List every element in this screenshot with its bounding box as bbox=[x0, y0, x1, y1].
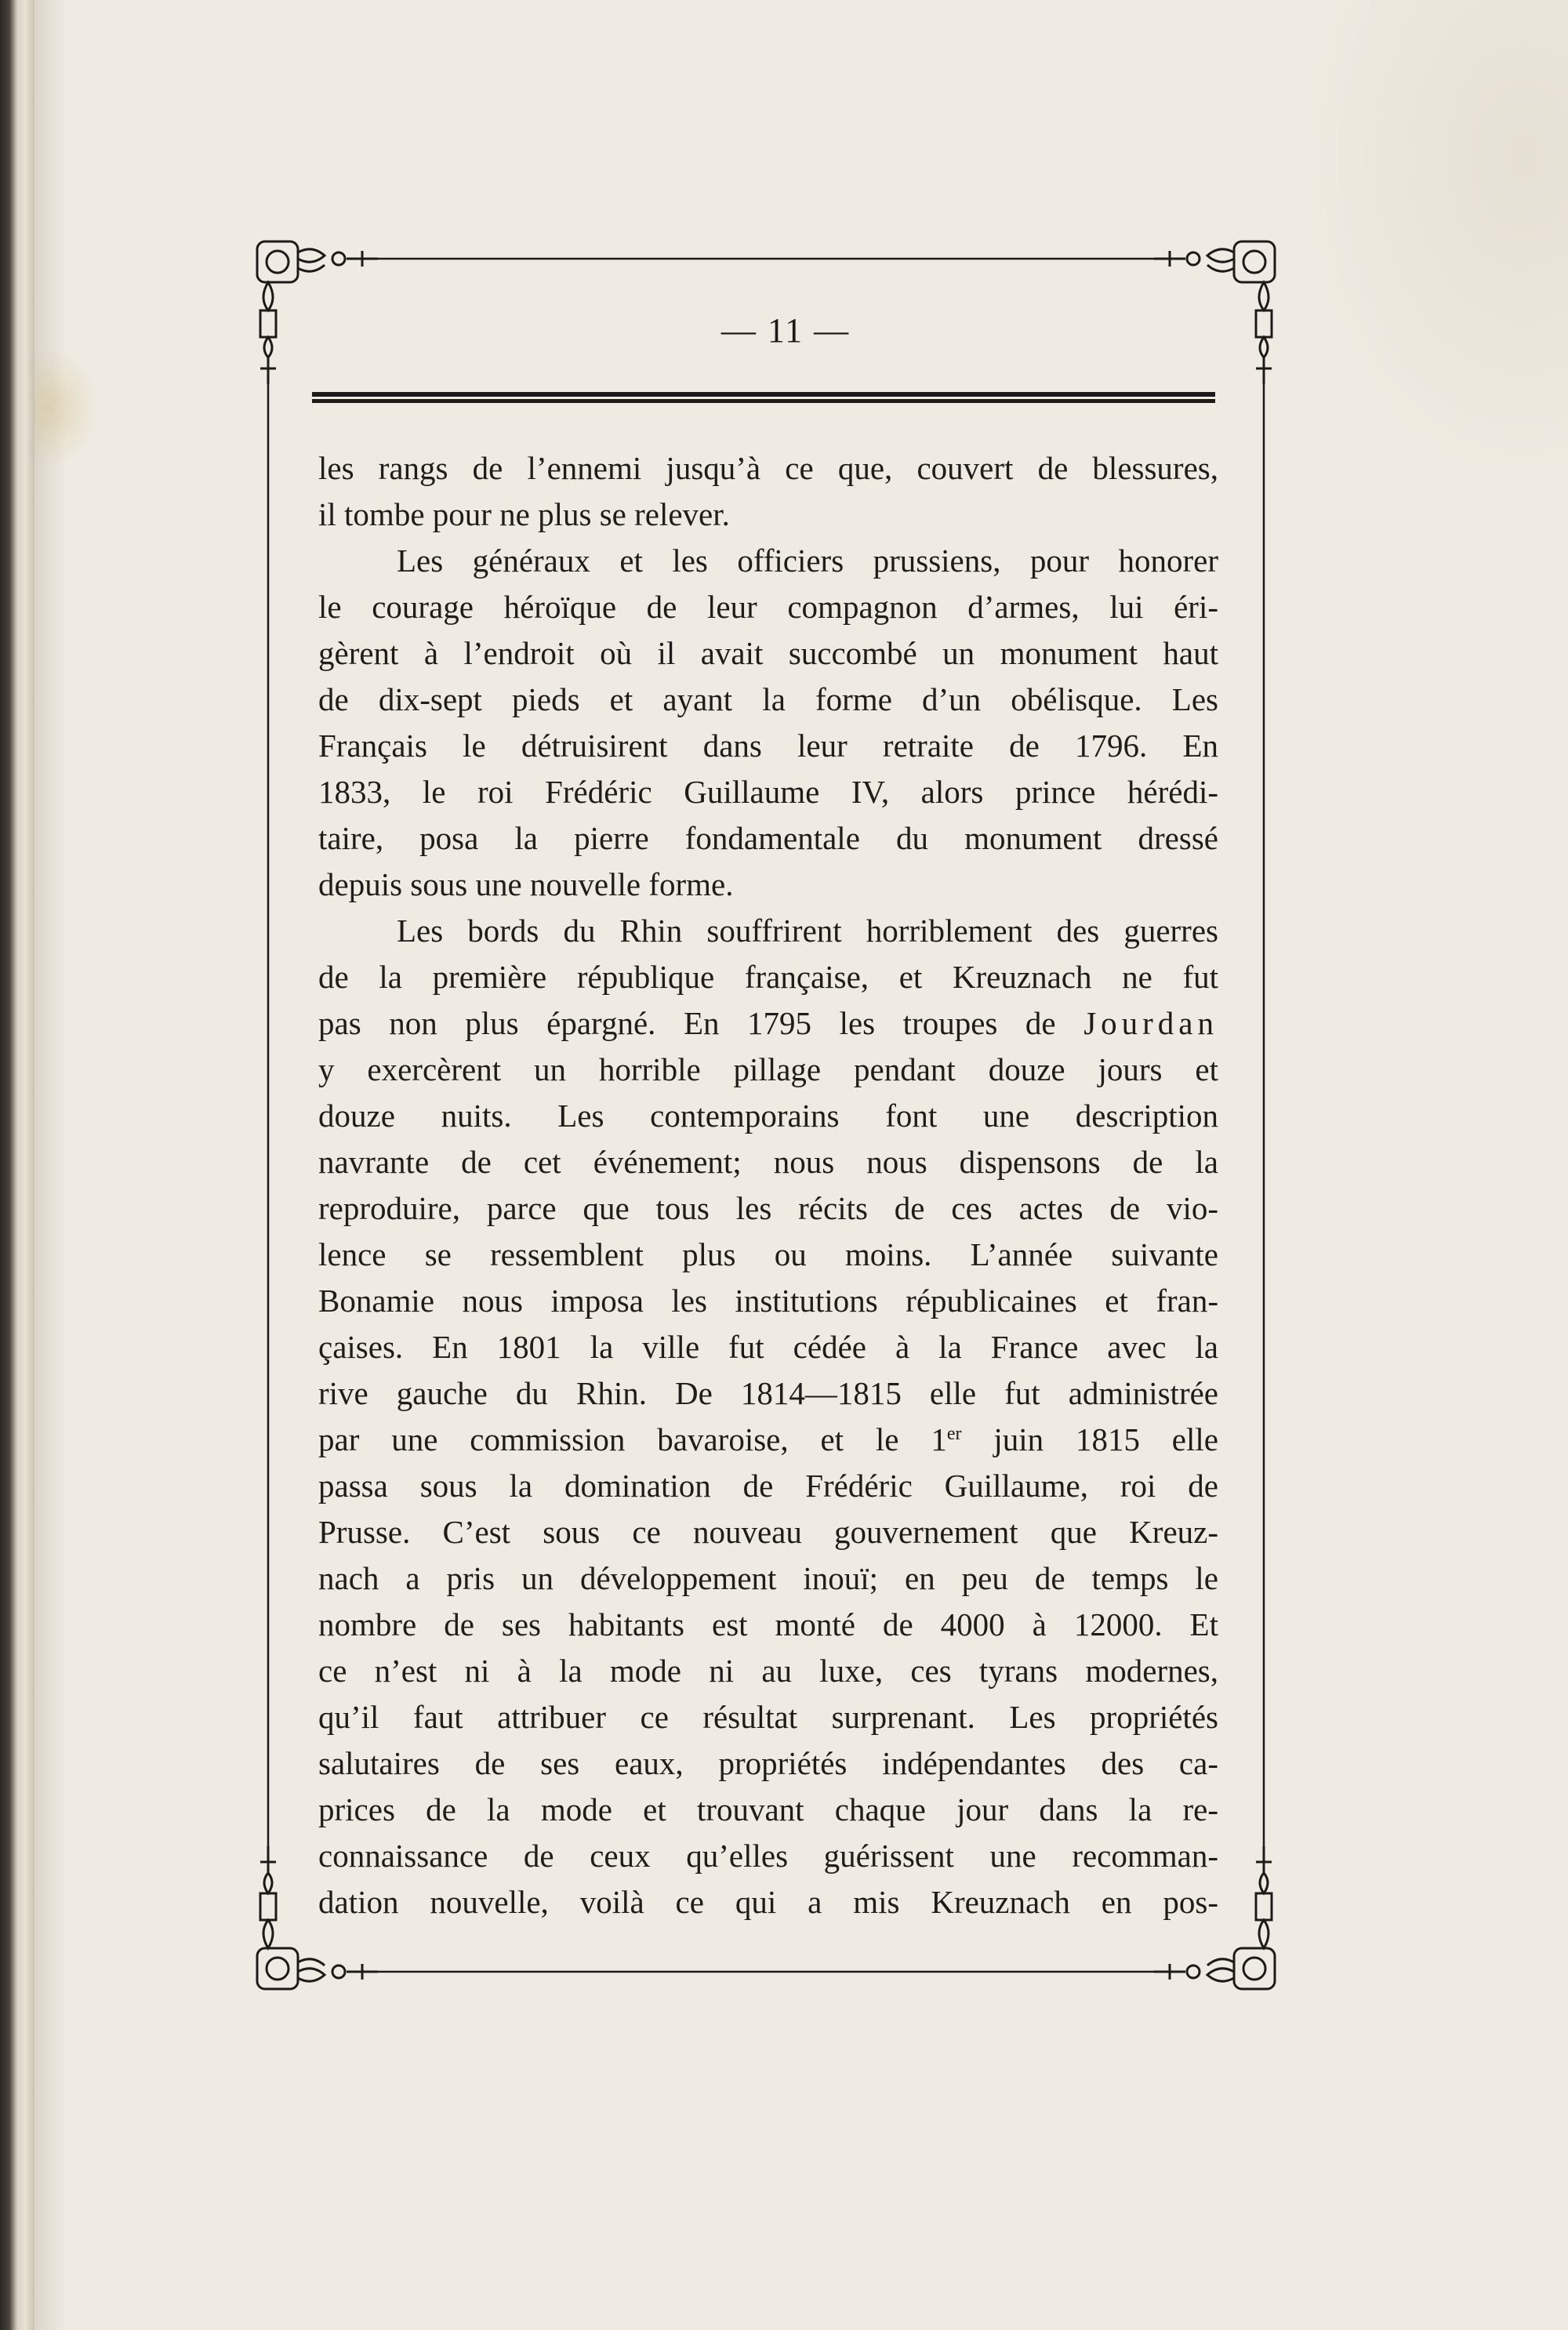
text-line bbox=[318, 1417, 1218, 1463]
text-line: rive gauche du Rhin. De 1814—1815 elle fut administrée bbox=[318, 1375, 1218, 1411]
text-line: de la première république française, et Kreuznach ne fut bbox=[318, 959, 1218, 995]
text-line: nach a pris un développement inouï; en peu de temps le bbox=[318, 1560, 1218, 1596]
superscript: er bbox=[946, 1424, 962, 1444]
text-line: Bonamie nous imposa les institutions républicaines et fran- bbox=[318, 1283, 1218, 1319]
text-line: dation nouvelle, voilà ce qui a mis Kreuznach en pos- bbox=[318, 1884, 1218, 1920]
text-line: connaissance de ceux qu’elles guérissent une recomman- bbox=[318, 1838, 1218, 1874]
text-line: taire, posa la pierre fondamentale du monument dressé bbox=[318, 820, 1218, 856]
text-line-part: juin 1815 elle bbox=[961, 1421, 1218, 1457]
ornament-top-right bbox=[1154, 241, 1275, 384]
book-gutter bbox=[0, 0, 34, 2330]
text-line: salutaires de ses eaux, propriétés indépendantes des ca- bbox=[318, 1745, 1218, 1781]
header-rule bbox=[312, 392, 1215, 403]
text-line: reproduire, parce que tous les récits de ces actes de vio- bbox=[318, 1190, 1218, 1226]
text-line: il tombe pour ne plus se relever. bbox=[318, 496, 730, 532]
text-line-part: par une commission bavaroise, et le 1 bbox=[318, 1421, 947, 1457]
text-line: passa sous la domination de Frédéric Guillaume, roi de bbox=[318, 1468, 1218, 1504]
person-name-spaced: Jourdan bbox=[1083, 1005, 1218, 1041]
text-line: y exercèrent un horrible pillage pendant douze jours et bbox=[318, 1051, 1218, 1087]
text-line: Français le détruisirent dans leur retraite de 1796. En bbox=[318, 728, 1218, 764]
text-line-part: pas non plus épargné. En 1795 les troupes de bbox=[318, 1005, 1084, 1041]
text-line: le courage héroïque de leur compagnon d’armes, lui éri- bbox=[318, 589, 1218, 625]
text-line: çaises. En 1801 la ville fut cédée à la France avec la bbox=[318, 1329, 1218, 1365]
text-line: depuis sous une nouvelle forme. bbox=[318, 866, 734, 902]
text-line: douze nuits. Les contemporains font une description bbox=[318, 1098, 1218, 1134]
text-line: Prusse. C’est sous ce nouveau gouvernement que Kreuz- bbox=[318, 1514, 1218, 1550]
text-line: prices de la mode et trouvant chaque jour dans la re- bbox=[318, 1791, 1218, 1827]
text-line: de dix-sept pieds et ayant la forme d’un obélisque. Les bbox=[318, 681, 1218, 717]
body-text bbox=[318, 445, 1218, 1925]
text-line: les rangs de l’ennemi jusqu’à ce que, couvert de blessures, bbox=[318, 450, 1218, 486]
text-line: lence se ressemblent plus ou moins. L’année suivante bbox=[318, 1236, 1218, 1272]
text-line: qu’il faut attribuer ce résultat surprenant. Les propriétés bbox=[318, 1699, 1218, 1735]
text-line bbox=[318, 1000, 1218, 1047]
text-line: 1833, le roi Frédéric Guillaume IV, alors prince hérédi- bbox=[318, 774, 1218, 810]
text-line: Les généraux et les officiers prussiens, pour honorer bbox=[397, 543, 1218, 579]
text-line: ce n’est ni à la mode ni au luxe, ces tyrans modernes, bbox=[318, 1653, 1218, 1689]
text-line: nombre de ses habitants est monté de 4000 à 12000. Et bbox=[318, 1606, 1218, 1642]
text-line: navrante de cet événement; nous nous dispensons de la bbox=[318, 1144, 1218, 1180]
text-line: Les bords du Rhin souffrirent horriblement des guerres bbox=[397, 913, 1218, 949]
ornament-top-left bbox=[257, 241, 378, 384]
text-line: gèrent à l’endroit où il avait succombé un monument haut bbox=[318, 635, 1218, 671]
page-number: — 11 — bbox=[720, 311, 851, 350]
